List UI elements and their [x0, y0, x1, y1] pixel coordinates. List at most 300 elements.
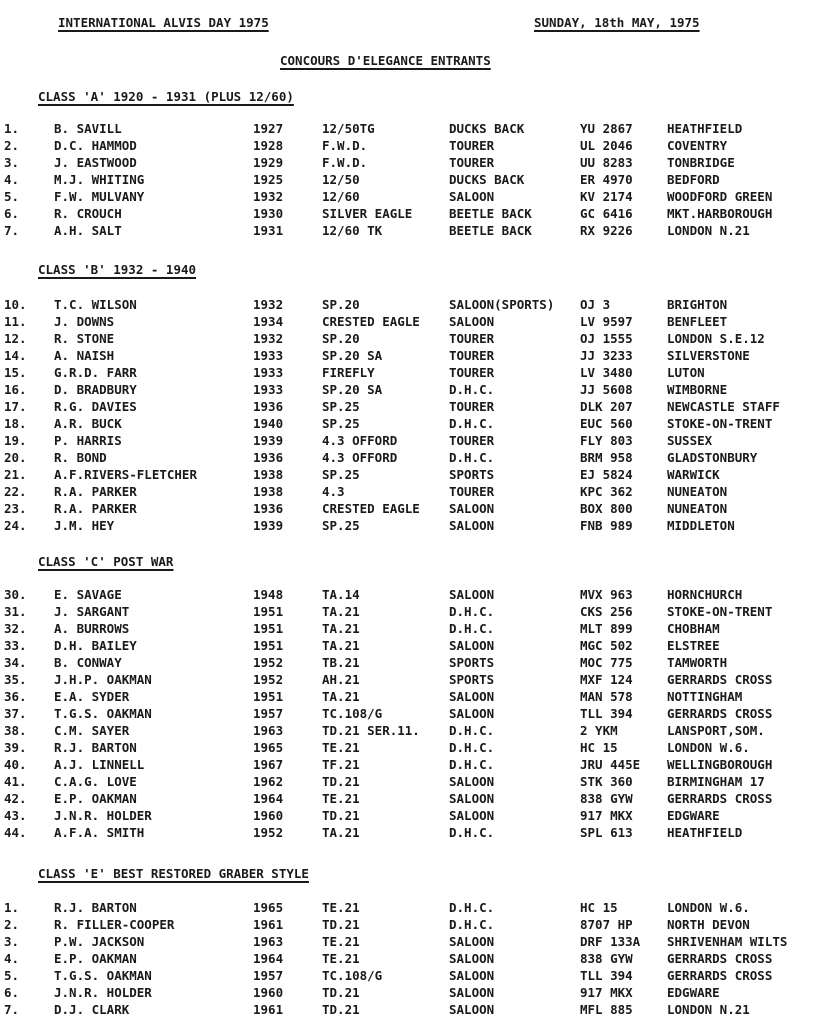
registration: MLT 899 [580, 621, 633, 636]
entry-number: 3. [4, 934, 20, 949]
entrant-name: J.N.R. HOLDER [54, 985, 152, 1000]
body-style: D.H.C. [449, 382, 495, 397]
registration: 2 YKM [580, 723, 618, 738]
entrant-name: R.J. BARTON [54, 900, 137, 915]
car-model: SP.25 [322, 416, 360, 431]
home-town: MIDDLETON [667, 518, 735, 533]
entry-number: 23. [4, 501, 27, 516]
entrant-name: C.M. SAYER [54, 723, 130, 738]
car-model: F.W.D. [322, 155, 368, 170]
entry-number: 42. [4, 791, 27, 806]
entrant-name: E.P. OAKMAN [54, 951, 137, 966]
registration: DLK 207 [580, 399, 633, 414]
class-heading-c: CLASS 'C' POST WAR [38, 554, 174, 569]
entrant-row [0, 138, 813, 155]
car-model: AH.21 [322, 672, 360, 687]
entry-number: 21. [4, 467, 27, 482]
car-model: SILVER EAGLE [322, 206, 413, 221]
entry-number: 38. [4, 723, 27, 738]
car-model: 12/50 [322, 172, 360, 187]
entry-number: 1. [4, 900, 20, 915]
car-model: TD.21 [322, 774, 360, 789]
entrant-row [0, 314, 813, 331]
home-town: GERRARDS CROSS [667, 791, 773, 806]
home-town: NORTH DEVON [667, 917, 750, 932]
entrant-row [0, 706, 813, 723]
registration: RX 9226 [580, 223, 633, 238]
body-style: D.H.C. [449, 416, 495, 431]
car-model: SP.20 SA [322, 382, 383, 397]
car-model: TE.21 [322, 934, 360, 949]
entrant-name: M.J. WHITING [54, 172, 145, 187]
entry-number: 24. [4, 518, 27, 533]
body-style: SALOON [449, 314, 495, 329]
entrant-row [0, 206, 813, 223]
car-model: TA.21 [322, 638, 360, 653]
entry-number: 19. [4, 433, 27, 448]
car-model: SP.25 [322, 518, 360, 533]
entrant-row [0, 467, 813, 484]
home-town: SILVERSTONE [667, 348, 750, 363]
car-year: 1952 [253, 655, 284, 670]
home-town: SHRIVENHAM WILTS [667, 934, 788, 949]
car-year: 1951 [253, 638, 284, 653]
body-style: TOURER [449, 365, 495, 380]
body-style: DUCKS BACK [449, 121, 525, 136]
registration: LV 3480 [580, 365, 633, 380]
car-model: TE.21 [322, 791, 360, 806]
car-year: 1961 [253, 1002, 284, 1017]
entrant-name: R. STONE [54, 331, 115, 346]
entry-number: 5. [4, 968, 20, 983]
car-model: CRESTED EAGLE [322, 314, 420, 329]
car-year: 1925 [253, 172, 284, 187]
car-year: 1964 [253, 951, 284, 966]
entrant-name: A.F.A. SMITH [54, 825, 145, 840]
entrant-row [0, 825, 813, 842]
home-town: BIRMINGHAM 17 [667, 774, 765, 789]
car-year: 1929 [253, 155, 284, 170]
car-model: 4.3 [322, 484, 345, 499]
entrant-row [0, 121, 813, 138]
entrant-name: J.N.R. HOLDER [54, 808, 152, 823]
home-town: LONDON S.E.12 [667, 331, 765, 346]
registration: 838 GYW [580, 951, 633, 966]
car-year: 1962 [253, 774, 284, 789]
registration: CKS 256 [580, 604, 633, 619]
car-model: SP.25 [322, 399, 360, 414]
entry-number: 10. [4, 297, 27, 312]
entrant-row [0, 399, 813, 416]
car-model: 12/60 TK [322, 223, 383, 238]
home-town: HEATHFIELD [667, 825, 743, 840]
entry-number: 39. [4, 740, 27, 755]
car-model: SP.20 SA [322, 348, 383, 363]
car-year: 1936 [253, 450, 284, 465]
car-model: TA.21 [322, 689, 360, 704]
body-style: D.H.C. [449, 604, 495, 619]
entry-number: 6. [4, 206, 20, 221]
car-model: 4.3 OFFORD [322, 433, 398, 448]
entry-number: 7. [4, 223, 20, 238]
entrant-name: T.G.S. OAKMAN [54, 968, 152, 983]
home-town: CHOBHAM [667, 621, 720, 636]
registration: BOX 800 [580, 501, 633, 516]
car-model: TA.21 [322, 825, 360, 840]
car-year: 1933 [253, 348, 284, 363]
car-year: 1965 [253, 900, 284, 915]
registration: TLL 394 [580, 706, 633, 721]
car-year: 1933 [253, 365, 284, 380]
entrant-row [0, 189, 813, 206]
car-year: 1931 [253, 223, 284, 238]
car-model: TD.21 [322, 808, 360, 823]
home-town: LANSPORT,SOM. [667, 723, 765, 738]
entry-number: 34. [4, 655, 27, 670]
body-style: D.H.C. [449, 621, 495, 636]
entrant-name: A.H. SALT [54, 223, 122, 238]
car-model: TA.14 [322, 587, 360, 602]
entrant-name: P.W. JACKSON [54, 934, 145, 949]
home-town: SUSSEX [667, 433, 713, 448]
entrant-row [0, 501, 813, 518]
registration: KV 2174 [580, 189, 633, 204]
body-style: TOURER [449, 399, 495, 414]
home-town: ELSTREE [667, 638, 720, 653]
body-style: D.H.C. [449, 723, 495, 738]
entrant-name: J.H.P. OAKMAN [54, 672, 152, 687]
car-model: CRESTED EAGLE [322, 501, 420, 516]
registration: YU 2867 [580, 121, 633, 136]
entry-number: 14. [4, 348, 27, 363]
entrant-name: R. BOND [54, 450, 107, 465]
car-model: TB.21 [322, 655, 360, 670]
body-style: SPORTS [449, 655, 495, 670]
home-town: NEWCASTLE STAFF [667, 399, 780, 414]
car-year: 1964 [253, 791, 284, 806]
car-model: TE.21 [322, 951, 360, 966]
home-town: TONBRIDGE [667, 155, 735, 170]
entrant-row [0, 416, 813, 433]
car-model: TC.108/G [322, 968, 383, 983]
body-style: BEETLE BACK [449, 223, 532, 238]
home-town: LONDON W.6. [667, 900, 750, 915]
registration: MOC 775 [580, 655, 633, 670]
entrant-name: J. SARGANT [54, 604, 130, 619]
car-year: 1952 [253, 672, 284, 687]
car-year: 1951 [253, 689, 284, 704]
entry-number: 22. [4, 484, 27, 499]
home-town: GLADSTONBURY [667, 450, 758, 465]
body-style: SALOON [449, 985, 495, 1000]
entrant-name: R. FILLER-COOPER [54, 917, 175, 932]
registration: JRU 445E [580, 757, 641, 772]
registration: JJ 5608 [580, 382, 633, 397]
entrant-name: A. NAISH [54, 348, 115, 363]
entrant-name: B. SAVILL [54, 121, 122, 136]
registration: JJ 3233 [580, 348, 633, 363]
car-year: 1936 [253, 501, 284, 516]
car-year: 1960 [253, 808, 284, 823]
entrant-row [0, 917, 813, 934]
registration: GC 6416 [580, 206, 633, 221]
home-town: BRIGHTON [667, 297, 728, 312]
car-year: 1960 [253, 985, 284, 1000]
registration: 8707 HP [580, 917, 633, 932]
body-style: SALOON [449, 189, 495, 204]
car-year: 1967 [253, 757, 284, 772]
car-model: TE.21 [322, 740, 360, 755]
registration: OJ 1555 [580, 331, 633, 346]
car-year: 1965 [253, 740, 284, 755]
registration: MGC 502 [580, 638, 633, 653]
entry-number: 37. [4, 706, 27, 721]
class-heading-a: CLASS 'A' 1920 - 1931 (PLUS 12/60) [38, 89, 294, 104]
car-year: 1948 [253, 587, 284, 602]
body-style: D.H.C. [449, 917, 495, 932]
entrant-row [0, 740, 813, 757]
body-style: SALOON [449, 706, 495, 721]
entrant-name: A. BURROWS [54, 621, 130, 636]
home-town: WARWICK [667, 467, 720, 482]
home-town: GERRARDS CROSS [667, 706, 773, 721]
home-town: LONDON W.6. [667, 740, 750, 755]
car-model: TD.21 [322, 917, 360, 932]
car-model: 12/50TG [322, 121, 375, 136]
home-town: WIMBORNE [667, 382, 728, 397]
body-style: SALOON [449, 951, 495, 966]
car-model: TD.21 [322, 1002, 360, 1017]
registration: 917 MKX [580, 985, 633, 1000]
entry-number: 2. [4, 917, 20, 932]
entrant-row [0, 672, 813, 689]
registration: OJ 3 [580, 297, 611, 312]
body-style: TOURER [449, 484, 495, 499]
entrant-name: E.P. OAKMAN [54, 791, 137, 806]
registration: MAN 578 [580, 689, 633, 704]
car-model: TA.21 [322, 604, 360, 619]
body-style: D.H.C. [449, 740, 495, 755]
entrant-row [0, 297, 813, 314]
registration: FNB 989 [580, 518, 633, 533]
home-town: HORNCHURCH [667, 587, 743, 602]
entry-number: 32. [4, 621, 27, 636]
document-subtitle: CONCOURS D'ELEGANCE ENTRANTS [280, 53, 491, 68]
car-year: 1936 [253, 399, 284, 414]
entry-number: 16. [4, 382, 27, 397]
registration: HC 15 [580, 740, 618, 755]
home-town: LUTON [667, 365, 705, 380]
body-style: SPORTS [449, 672, 495, 687]
class-c-list [0, 587, 813, 842]
entrant-row [0, 900, 813, 917]
body-style: SALOON [449, 934, 495, 949]
body-style: SALOON [449, 808, 495, 823]
home-town: WOODFORD GREEN [667, 189, 773, 204]
registration: EUC 560 [580, 416, 633, 431]
car-model: TE.21 [322, 900, 360, 915]
entrant-row [0, 951, 813, 968]
car-year: 1940 [253, 416, 284, 431]
registration: LV 9597 [580, 314, 633, 329]
home-town: COVENTRY [667, 138, 728, 153]
car-year: 1939 [253, 518, 284, 533]
entrant-row [0, 791, 813, 808]
entry-number: 20. [4, 450, 27, 465]
class-a-list [0, 121, 813, 240]
body-style: SALOON [449, 1002, 495, 1017]
body-style: SALOON [449, 968, 495, 983]
entrant-name: A.F.RIVERS-FLETCHER [54, 467, 197, 482]
home-town: TAMWORTH [667, 655, 728, 670]
car-year: 1938 [253, 484, 284, 499]
car-model: TA.21 [322, 621, 360, 636]
registration: MXF 124 [580, 672, 633, 687]
entry-number: 40. [4, 757, 27, 772]
entrant-name: F.W. MULVANY [54, 189, 145, 204]
entrant-row [0, 638, 813, 655]
entry-number: 4. [4, 951, 20, 966]
home-town: NOTTINGHAM [667, 689, 743, 704]
car-model: FIREFLY [322, 365, 375, 380]
registration: HC 15 [580, 900, 618, 915]
registration: UL 2046 [580, 138, 633, 153]
entrant-name: P. HARRIS [54, 433, 122, 448]
body-style: SALOON [449, 774, 495, 789]
home-town: STOKE-ON-TRENT [667, 604, 773, 619]
body-style: SALOON [449, 518, 495, 533]
body-style: TOURER [449, 433, 495, 448]
car-model: SP.20 [322, 331, 360, 346]
entry-number: 30. [4, 587, 27, 602]
registration: BRM 958 [580, 450, 633, 465]
car-year: 1938 [253, 467, 284, 482]
entry-number: 17. [4, 399, 27, 414]
home-town: EDGWARE [667, 808, 720, 823]
car-year: 1927 [253, 121, 284, 136]
entrant-row [0, 655, 813, 672]
car-year: 1933 [253, 382, 284, 397]
entrant-name: E.A. SYDER [54, 689, 130, 704]
car-year: 1951 [253, 621, 284, 636]
entrant-row [0, 223, 813, 240]
entry-number: 18. [4, 416, 27, 431]
car-model: TC.108/G [322, 706, 383, 721]
entrant-row [0, 365, 813, 382]
body-style: SALOON(SPORTS) [449, 297, 555, 312]
entrant-name: A.R. BUCK [54, 416, 122, 431]
registration: FLY 803 [580, 433, 633, 448]
entrant-row [0, 934, 813, 951]
car-year: 1932 [253, 331, 284, 346]
entrant-name: G.R.D. FARR [54, 365, 137, 380]
entry-number: 43. [4, 808, 27, 823]
entrant-name: E. SAVAGE [54, 587, 122, 602]
entrant-row [0, 484, 813, 501]
car-year: 1928 [253, 138, 284, 153]
registration: MVX 963 [580, 587, 633, 602]
entry-number: 15. [4, 365, 27, 380]
entry-number: 4. [4, 172, 20, 187]
entry-number: 31. [4, 604, 27, 619]
home-town: STOKE-ON-TRENT [667, 416, 773, 431]
registration: UU 8283 [580, 155, 633, 170]
class-heading-e: CLASS 'E' BEST RESTORED GRABER STYLE [38, 866, 309, 881]
body-style: SALOON [449, 501, 495, 516]
entry-number: 35. [4, 672, 27, 687]
entry-number: 6. [4, 985, 20, 1000]
entrant-row [0, 968, 813, 985]
body-style: SALOON [449, 638, 495, 653]
entrant-row [0, 985, 813, 1002]
entrant-name: D.H. BAILEY [54, 638, 137, 653]
entrant-row [0, 621, 813, 638]
car-year: 1951 [253, 604, 284, 619]
body-style: SALOON [449, 791, 495, 806]
class-heading-b: CLASS 'B' 1932 - 1940 [38, 262, 197, 277]
home-town: WELLINGBOROUGH [667, 757, 773, 772]
car-year: 1939 [253, 433, 284, 448]
entrant-row [0, 689, 813, 706]
registration: KPC 362 [580, 484, 633, 499]
home-town: GERRARDS CROSS [667, 951, 773, 966]
entrant-name: D.C. HAMMOD [54, 138, 137, 153]
car-model: TF.21 [322, 757, 360, 772]
car-model: 4.3 OFFORD [322, 450, 398, 465]
entrant-name: T.G.S. OAKMAN [54, 706, 152, 721]
body-style: SALOON [449, 689, 495, 704]
entrant-name: D. BRADBURY [54, 382, 137, 397]
entrant-name: J. EASTWOOD [54, 155, 137, 170]
home-town: EDGWARE [667, 985, 720, 1000]
registration: SPL 613 [580, 825, 633, 840]
entry-number: 2. [4, 138, 20, 153]
entrant-row [0, 172, 813, 189]
home-town: LONDON N.21 [667, 1002, 750, 1017]
registration: MFL 885 [580, 1002, 633, 1017]
entrant-row [0, 331, 813, 348]
car-year: 1934 [253, 314, 284, 329]
home-town: NUNEATON [667, 501, 728, 516]
entry-number: 5. [4, 189, 20, 204]
event-title: INTERNATIONAL ALVIS DAY 1975 [58, 15, 269, 30]
entrant-row [0, 450, 813, 467]
car-model: F.W.D. [322, 138, 368, 153]
car-year: 1957 [253, 968, 284, 983]
entrant-row [0, 348, 813, 365]
body-style: TOURER [449, 155, 495, 170]
home-town: NUNEATON [667, 484, 728, 499]
entry-number: 44. [4, 825, 27, 840]
entrant-row [0, 518, 813, 535]
body-style: TOURER [449, 138, 495, 153]
entrant-name: D.J. CLARK [54, 1002, 130, 1017]
entry-number: 41. [4, 774, 27, 789]
body-style: D.H.C. [449, 900, 495, 915]
body-style: SPORTS [449, 467, 495, 482]
body-style: D.H.C. [449, 825, 495, 840]
entrant-name: B. CONWAY [54, 655, 122, 670]
registration: STK 360 [580, 774, 633, 789]
car-model: TD.21 [322, 985, 360, 1000]
body-style: BEETLE BACK [449, 206, 532, 221]
home-town: MKT.HARBOROUGH [667, 206, 773, 221]
home-town: HEATHFIELD [667, 121, 743, 136]
entrant-row [0, 433, 813, 450]
body-style: TOURER [449, 348, 495, 363]
entrant-row [0, 808, 813, 825]
body-style: TOURER [449, 331, 495, 346]
